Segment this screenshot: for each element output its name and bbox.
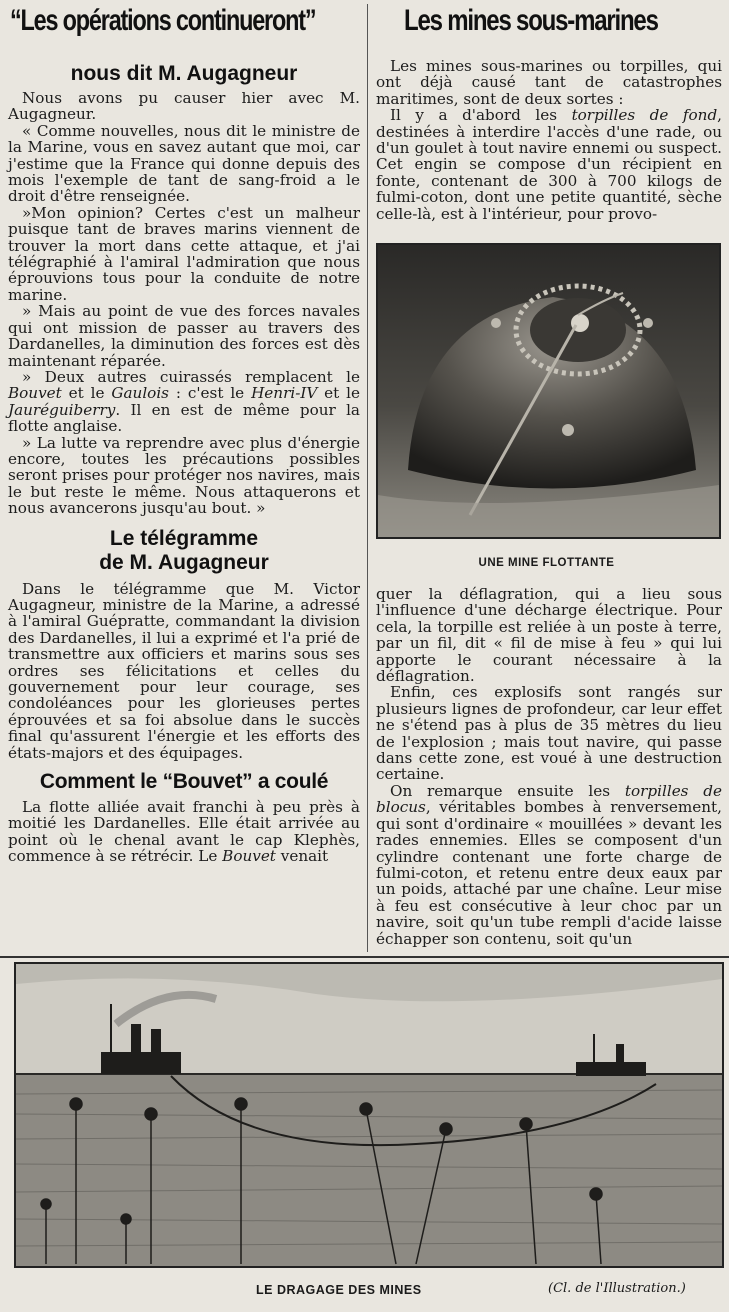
headline-operations: “Les opérations continueront” xyxy=(10,4,316,37)
paragraph: Les mines sous-marines ou torpilles, qui ont déjà causé tant de catastrophes maritimes, sont de deux sortes : xyxy=(376,57,722,108)
text: (Cl. de xyxy=(548,1281,596,1296)
paragraph xyxy=(8,799,360,865)
ship-name: Jauréguiberry xyxy=(8,400,116,419)
telegram-heading-2: de M. Augagneur xyxy=(99,550,269,574)
telegram-text xyxy=(8,581,360,761)
telegram-heading-1: Le télégramme xyxy=(109,526,259,550)
paragraph: » Mais au point de vue des forces navales qui ont mission de passer au travers des Dardanelles, la diminution des forces est dès maintenant réparée. xyxy=(8,302,360,370)
column-divider xyxy=(367,4,368,952)
text: : c'est le xyxy=(168,384,252,403)
mines-intro-text xyxy=(376,58,722,222)
paragraph: »Mon opinion? Certes c'est un malheur puisque tant de braves marins viennent de trouver la mort dans cette attaque, et j'ai télégraphié à l'amiral l'admiration que nous éprouvions tous pour la conduite de notre marine. xyxy=(8,203,360,304)
mine-illustration xyxy=(378,245,719,537)
ship-name: Henri-IV xyxy=(251,384,318,403)
text: et le xyxy=(61,384,112,403)
illustration-caption: LE DRAGAGE DES MINES xyxy=(256,1283,422,1297)
text: . Il en est de même pour la flotte anglaise. xyxy=(8,400,360,436)
left-headline-wrap xyxy=(8,0,360,44)
credit-source: l'Illustration xyxy=(595,1281,677,1296)
bouvet-text xyxy=(8,799,360,865)
text: .) xyxy=(676,1281,686,1296)
text: et le xyxy=(317,384,361,403)
emphasis: torpilles de blocus xyxy=(376,781,722,817)
paragraph-cuirasses xyxy=(8,369,360,435)
section-divider xyxy=(0,956,729,958)
headline-mines: Les mines sous-marines xyxy=(404,4,658,37)
paragraph xyxy=(376,107,722,222)
right-column xyxy=(376,0,722,222)
paragraph: Nous avons pu causer hier avec M. Augagneur. xyxy=(8,89,360,124)
text: On remarque ensuite les xyxy=(390,781,625,800)
ship-name: Gaulois xyxy=(111,384,169,403)
text: , destinées à interdire l'accès d'une rade, ou d'un goulet à tout navire ennemi ou suspect. Cet engin se compose d'un récipient en fonte, contenant de 300 à 700 kilogs de fulmi-coton, dont une petite quantité, sèche celle-là, est à l'intérieur, pour provo- xyxy=(376,106,722,223)
paragraph: « Comme nouvelles, nous dit le ministre de la Marine, vous en savez autant que moi, car j'estime que la France qui donne depuis des mois l'exemple de tant de sang-froid a le droit d'être renseignée. xyxy=(8,121,360,206)
text: , véritables bombes à renversement, qui sont d'ordinaire « mouillées » devant les rades ennemies. Elles se composent d'un cylindre contenant une forte charge de fulmi-coton, et retenu entre deux eaux par un poids, attaché par une chaîne. Leur mise à feu est consécutive à leur choc par un navire, soit qu'un tube rempli d'acide laisse échapper son contenu, soit qu'un xyxy=(376,798,722,948)
subhead-augagneur: nous dit M. Augagneur xyxy=(70,62,298,85)
paragraph: » La lutte va reprendre avec plus d'énergie encore, toutes les précautions possibles seront prises pour protéger nos navires, mais le but reste le même. Nous attaquerons et nous avancerons jusqu'au bout. » xyxy=(8,433,360,518)
bouvet-heading: Comment le “Bouvet” a coulé xyxy=(39,770,329,794)
paragraph: quer la déflagration, qui a lieu sous l'influence d'une décharge électrique. Pour cela, la torpille est reliée à un poste à terre, par un fil, dit « fil de mise à feu » qui lui apporte le courant nécessaire à la déflagration. xyxy=(376,585,722,686)
text: venait xyxy=(275,847,329,866)
right-headline-wrap xyxy=(376,0,722,58)
dragage-drawing xyxy=(16,964,722,1266)
floating-mine-photo xyxy=(376,243,721,539)
illustration-caption-row xyxy=(0,1283,729,1301)
text: » Deux autres cuirassés remplacent le xyxy=(22,367,360,386)
mines-continued-text xyxy=(376,586,722,947)
minesweeping-illustration xyxy=(14,962,724,1268)
ship-name: Bouvet xyxy=(222,847,276,866)
left-column xyxy=(8,0,360,865)
text: Il y a d'abord les xyxy=(390,106,572,125)
photo-credit xyxy=(548,1281,686,1296)
ship-name: Bouvet xyxy=(8,384,62,403)
paragraph: Enfin, ces explosifs sont rangés sur plusieurs lignes de profondeur, car leur effet ne s'étend pas à plus de 35 mètres du lieu de l'explosion ; mais tout navire, qui passe dans cette zone, est voué à une destruction certaine. xyxy=(376,683,722,784)
photo-caption: UNE MINE FLOTTANTE xyxy=(478,557,615,569)
paragraph xyxy=(376,783,722,947)
text: La flotte alliée avait franchi à peu près à moitié les Dardanelles. Elle était arrivée au point où le chenal avant le cap Klephès, commence à se rétrécir. Le xyxy=(8,798,360,866)
interview-text xyxy=(8,90,360,517)
emphasis: torpilles de fond xyxy=(571,106,718,125)
paragraph: Dans le télégramme que M. Victor Augagneur, ministre de la Marine, a adressé à l'amiral Guépratte, commandant la division des Dardanelles, il lui a exprimé et l'a prié de transmettre aux officiers et marins sous ses ordres ses félicitations et celles du gouvernement pour leur courage, ses condoléances pour les glorieuses pertes éprouvées et sa foi absolue dans le succès final qu'assurent l'énergie et les efforts des états-majors et des équipages. xyxy=(8,579,360,762)
